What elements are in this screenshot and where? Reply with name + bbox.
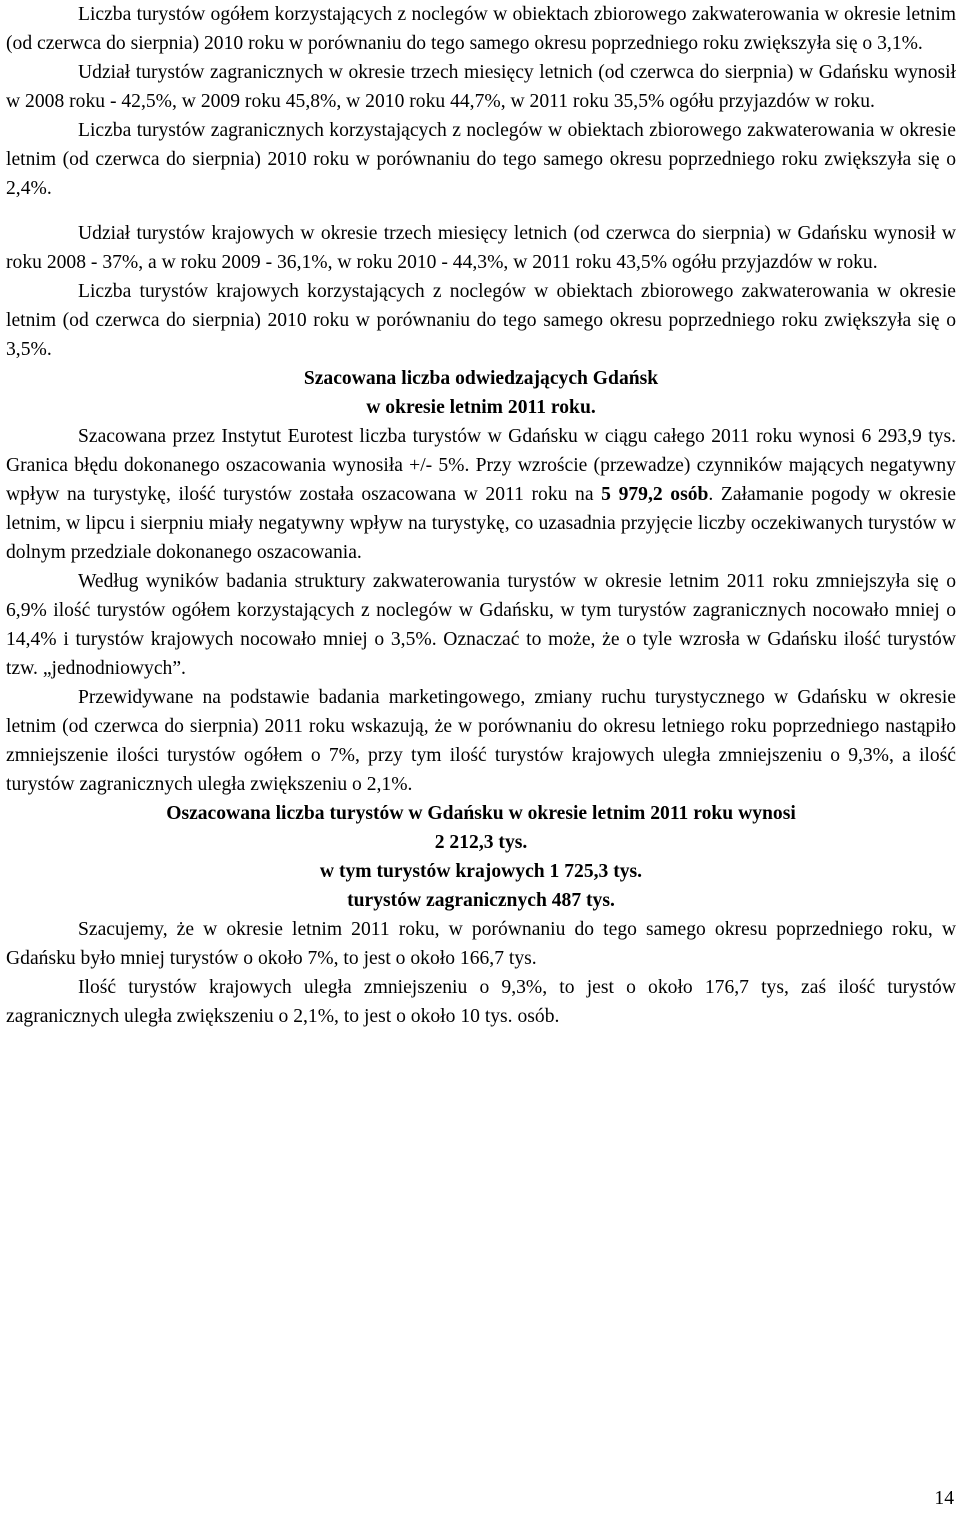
summary-heading-domestic: w tym turystów krajowych 1 725,3 tys. (319, 861, 643, 882)
paragraph-weather-text: Przy wzroście (przewadze) czynników mających negatywny wpływ na turystykę, ilość turystów została oszacowana w 2011 roku na (6, 455, 956, 505)
page-number: 14 (934, 1488, 954, 1509)
paragraph-domestic-count: Liczba turystów krajowych korzystających z noclegów w obiektach zbiorowego zakwaterowania w okresie letnim (od czerwca do sierpnia) 2010 roku w porównaniu do tego samego okresu poprzedniego roku zwiększyła się o 3,5%. (6, 281, 956, 360)
paragraph-total-tourists: Liczba turystów ogółem korzystających z noclegów w obiektach zbiorowego zakwaterowania w okresie letnim (od czerwca do sierpnia) 2010 roku w porównaniu do tego samego okresu poprzedniego roku zwiększyła się o 3,1%. (6, 4, 956, 54)
paragraph-eurotest-text: Szacowana przez Instytut Eurotest liczba turystów w Gdańsku w ciągu całego 2011 roku wynosi 6 293,9 tys. Granica błędu dokonanego oszacowania wynosiła +/- 5%. (6, 426, 956, 476)
summary-heading (6, 799, 956, 915)
section-heading-estimate (6, 364, 956, 422)
paragraph-foreign-count: Liczba turystów zagranicznych korzystających z noclegów w obiektach zbiorowego zakwaterowania w okresie letnim (od czerwca do sierpnia) 2010 roku w porównaniu do tego samego okresu poprzedniego roku zwiększyła się o 2,4%. (6, 120, 956, 199)
paragraph-decrease-estimate: Szacujemy, że w okresie letnim 2011 roku, w porównaniu do tego samego okresu poprzedniego roku, w Gdańsku było mniej turystów o około 7%, to jest o około 166,7 tys. (6, 919, 956, 969)
paragraph-eurotest-estimate (6, 422, 956, 567)
paragraph-marketing-forecast: Przewidywane na podstawie badania marketingowego, zmiany ruchu turystycznego w Gdańsku w okresie letnim (od czerwca do sierpnia) 2011 roku wskazują, że w porównaniu do okresu letniego roku poprzedniego nastąpiło zmniejszenie ilości turystów ogółem o 7%, przy tym ilość turystów krajowych uległa zmniejszeniu o 9,3%, a ilość turystów zagranicznych uległa zwiększeniu o 2,1%. (6, 687, 956, 795)
summary-heading-foreign: turystów zagranicznych 487 tys. (347, 890, 615, 911)
section-heading-line1: Szacowana liczba odwiedzających Gdańsk (303, 368, 659, 389)
summary-heading-line1: Oszacowana liczba turystów w Gdańsku w okresie letnim 2011 roku wynosi (166, 803, 796, 824)
document-page (6, 0, 956, 1031)
paragraph-weather-text-end: . Załamanie pogody w okresie letnim, w lipcu i sierpniu miały negatywny wpływ na turystykę, co uzasadnia przyjęcie liczby oczekiwanych turystów w dolnym przedziale dokonanego oszacowania. (6, 484, 956, 563)
paragraph-domestic-share: Udział turystów krajowych w okresie trzech miesięcy letnich (od czerwca do sierpnia) w Gdańsku wynosił w roku 2008 - 37%, a w roku 2009 - 36,1%, w roku 2010 - 44,3%, w 2011 roku 43,5% ogółu przyjazdów w roku. (6, 223, 956, 273)
paragraph-foreign-share: Udział turystów zagranicznych w okresie trzech miesięcy letnich (od czerwca do sierpnia) w Gdańsku wynosił w 2008 roku - 42,5%, w 2009 roku 45,8%, w 2010 roku 44,7%, w 2011 roku 35,5% ogółu przyjazdów w roku. (6, 62, 956, 112)
section-heading-line2: w okresie letnim 2011 roku. (366, 397, 596, 418)
paragraph-accommodation-structure: Według wyników badania struktury zakwaterowania turystów w okresie letnim 2011 roku zmniejszyła się o 6,9% ilość turystów ogółem korzystających z noclegów w Gdańsku, w tym turystów zagranicznych nocowało mniej o 14,4% i turystów krajowych nocowało mniej o 3,5%. Oznaczać to może, że o tyle wzrosła w Gdańsku ilość turystów tzw. „jednodniowych”. (6, 571, 956, 679)
paragraph-domestic-foreign-change: Ilość turystów krajowych uległa zmniejszeniu o 9,3%, to jest o około 176,7 tys, zaś ilość turystów zagranicznych uległa zwiększeniu o 2,1%, to jest o około 10 tys. osób. (6, 977, 956, 1027)
estimate-bold-value: 5 979,2 osób (601, 484, 709, 505)
summary-heading-total: 2 212,3 tys. (434, 832, 528, 853)
